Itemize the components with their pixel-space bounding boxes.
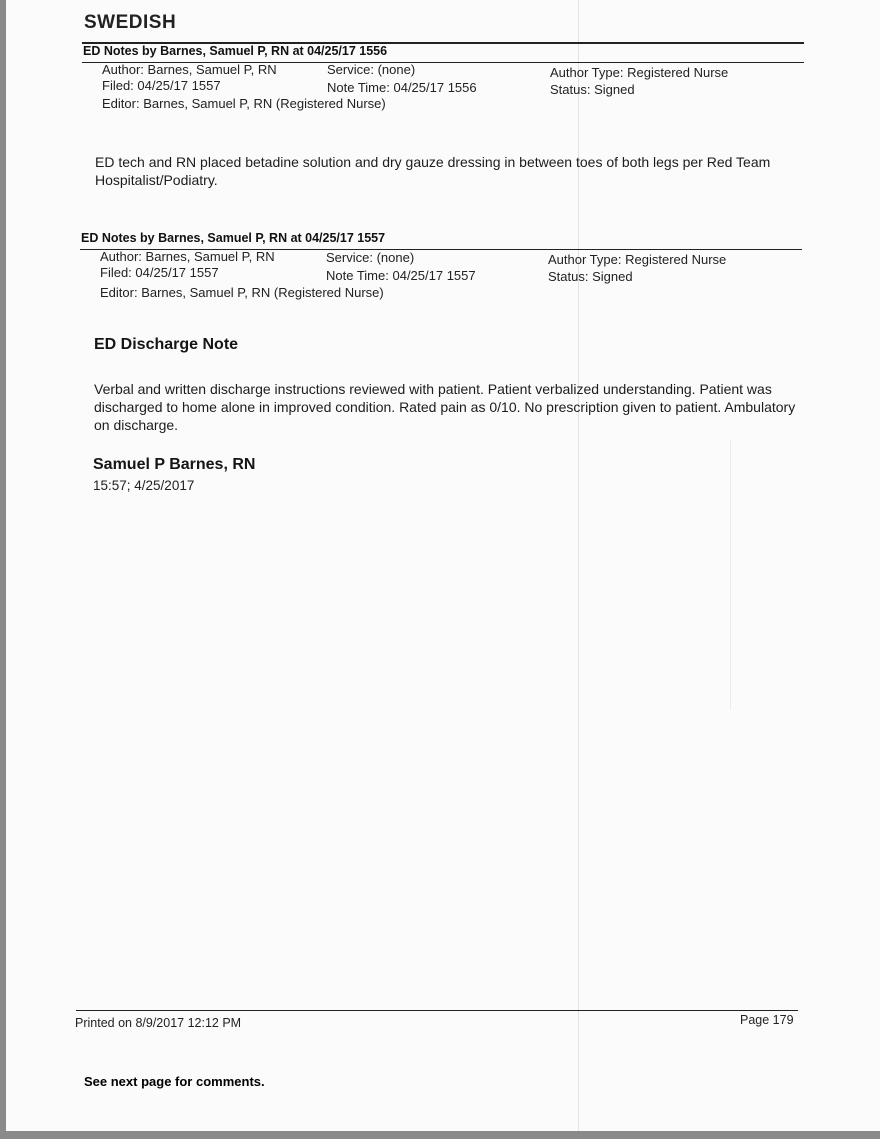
comments-note: See next page for comments. (84, 1074, 265, 1089)
status-label: Status: (550, 82, 591, 97)
note-1-author-type-row (550, 65, 728, 80)
author-type-label: Author Type: (550, 65, 624, 80)
note-1-author-row (102, 62, 277, 77)
note-2-author-row (100, 249, 275, 264)
editor-value: Barnes, Samuel P, RN (Registered Nurse) (141, 285, 384, 300)
author-type-label: Author Type: (548, 252, 622, 267)
author-label: Author: (102, 62, 144, 77)
printed-on: Printed on 8/9/2017 12:12 PM (75, 1016, 242, 1030)
note-1-editor-row (102, 96, 386, 111)
note-2-status-row (548, 269, 633, 284)
signature-name: Samuel P Barnes, RN (93, 456, 256, 473)
note-2-author-type-row (548, 252, 726, 267)
note-1-note-time-row (327, 80, 477, 95)
filed-value: 04/25/17 1557 (135, 265, 219, 280)
footer-rule (76, 1010, 798, 1011)
status-label: Status: (548, 269, 589, 284)
scan-artifact (730, 440, 731, 710)
status-value: Signed (594, 82, 635, 97)
note-time-label: Note Time: (327, 80, 390, 95)
discharge-note-heading: ED Discharge Note (94, 336, 239, 353)
document-page (6, 0, 880, 1131)
author-type-value: Registered Nurse (627, 65, 729, 80)
note-time-value: 04/25/17 1557 (392, 268, 476, 283)
note-time-value: 04/25/17 1556 (393, 80, 477, 95)
note-1-filed-row (102, 78, 221, 93)
service-value: (none) (376, 250, 415, 265)
editor-label: Editor: (100, 285, 138, 300)
service-label: Service: (327, 62, 374, 77)
note-1-title: ED Notes by Barnes, Samuel P, RN at 04/25/17 1556 (83, 44, 388, 58)
author-label: Author: (100, 249, 142, 264)
author-value: Barnes, Samuel P, RN (145, 249, 275, 264)
editor-value: Barnes, Samuel P, RN (Registered Nurse) (143, 96, 386, 111)
note-2-editor-row (100, 285, 384, 300)
note-1-service-row (327, 62, 415, 77)
note-time-label: Note Time: (326, 268, 389, 283)
filed-value: 04/25/17 1557 (137, 78, 221, 93)
service-value: (none) (377, 62, 416, 77)
note-2-body: Verbal and written discharge instructions reviewed with patient. Patient verbalized understanding. Patient was discharged to home alone in improved condition. Rated pain as 0/10. No prescription given to patient. Ambulatory on discharge. (94, 381, 796, 433)
status-value: Signed (592, 269, 633, 284)
note-1-status-row (550, 82, 635, 97)
note-2-service-row (326, 250, 414, 265)
note-2-title: ED Notes by Barnes, Samuel P, RN at 04/25/17 1557 (81, 231, 386, 245)
filed-label: Filed: (102, 78, 134, 93)
signature-time: 15:57; 4/25/2017 (93, 478, 195, 493)
note-2-filed-row (100, 265, 219, 280)
page-number: Page 179 (740, 1013, 794, 1027)
note-1-body: ED tech and RN placed betadine solution and dry gauze dressing in between toes of both legs per Red Team Hospitalist/Podiatry. (95, 154, 771, 188)
author-type-value: Registered Nurse (625, 252, 727, 267)
filed-label: Filed: (100, 265, 132, 280)
author-value: Barnes, Samuel P, RN (147, 62, 277, 77)
note-2-note-time-row (326, 268, 476, 283)
editor-label: Editor: (102, 96, 140, 111)
service-label: Service: (326, 250, 373, 265)
swedish-logo: SWEDISH (84, 12, 177, 33)
